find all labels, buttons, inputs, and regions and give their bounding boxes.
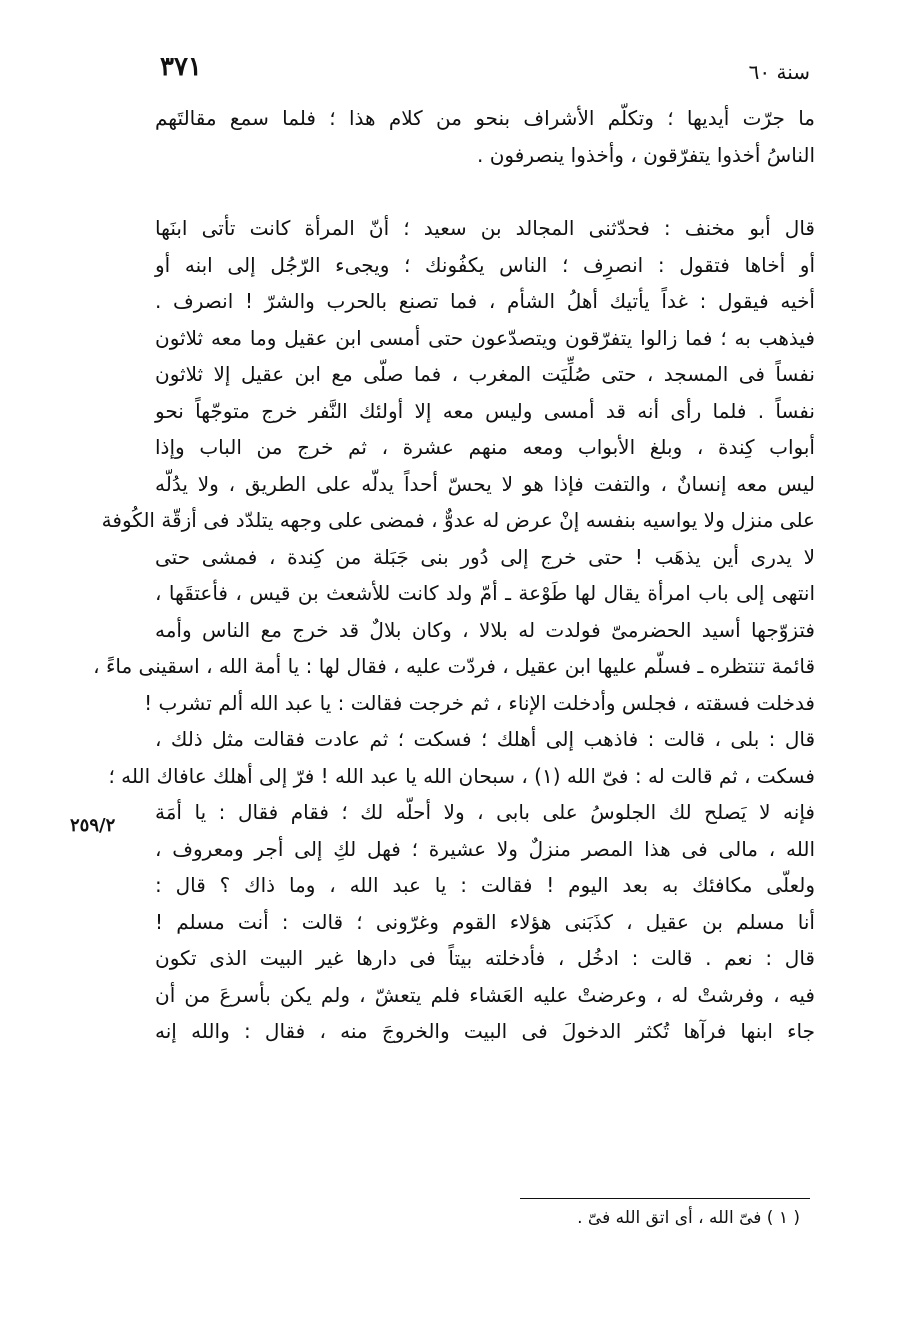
text-line: فسكت ، ثم قالت له : فىّ الله (١) ، سبحان الله يا عبد الله ! فرّ إلى أهلك عافاك الله ؛ [108,763,815,788]
text-line: قال أبو مخنف : فحدّثنى المجالد بن سعيد ؛ أنّ المرأة كانت تأتى ابنَها [155,216,815,240]
page-header [160,52,810,92]
text-line: ليس معه إنسانٌ ، والتفت فإذا هو لا يحسّ أحداً يدلّه على الطريق ، ولا يدُلّه [155,471,815,496]
running-head-year: سنة ٦٠ [748,60,810,84]
footnote: ( ١ ) فىّ الله ، أى اتق الله فىّ . [577,1208,800,1228]
text-line: نفساً فى المسجد ، حتى صُلِّيَت المغرب ، فما صلّى مع ابن عقيل إلا ثلاثون [155,362,815,386]
text-line: أو أخاها فتقول : انصرِف ؛ الناس يكفُونك ؛ ويجىء الرّجُل إلى ابنه أو [155,252,815,277]
text-line: فيذهب به ؛ فما زالوا يتفرّقون ويتصدّعون حتى أمسى ابن عقيل وما معه ثلاثون [155,325,815,350]
text-line: قائمة تنتظره ـ فسلّم عليها ابن عقيل ، فردّت عليه ، فقال لها : يا أمة الله ، اسقينى ماءً ، [93,654,815,678]
text-line: قال : نعم . قالت : ادخُل ، فأدخلته بيتاً فى دارها غير البيت الذى تكون [155,946,815,970]
text-line: فإنه لا يَصلح لك الجلوسُ على بابى ، ولا أحلّه لك ؛ فقام فقال : يا أمَة [155,800,815,824]
paragraph-1 [155,100,815,173]
text-line: جاء ابنها فرآها تُكثر الدخولَ فى البيت والخروجَ منه ، فقال : والله إنه [155,1019,815,1043]
text-line: أبواب كِندة ، وبلغ الأبواب ومعه منهم عشرة ، ثم خرج من الباب وإذا [155,435,815,459]
text-line: أنا مسلم بن عقيل ، كذَبَنى هؤلاء القوم وغرّونى ؛ قالت : أنت مسلم ! [155,909,815,934]
margin-reference: ٢٥٩/٢ [70,815,116,836]
text-line: الناسُ أخذوا يتفرّقون ، وأخذوا ينصرفون . [477,142,815,167]
text-line: لا يدرى أين يذهَب ! حتى خرج إلى دُور بنى جَبَلة من كِندة ، فمشى حتى [155,544,815,569]
text-line: نفساً . فلما رأى أنه قد أمسى وليس معه إلا أولئك النَّفر خرج متوجّهاً نحو [155,398,815,423]
text-line: انتهى إلى باب امرأة يقال لها طَوْعة ـ أمّ ولد كانت للأشعث بن قيس ، فأعتقَها ، [155,581,815,605]
text-line: أخيه فيقول : غداً يأتيك أهلُ الشأم ، فما تصنع بالحرب والشرّ ! انصرف . [155,289,815,313]
text-line: ما جرّت أيديها ؛ وتكلّم الأشراف بنحو من كلام هذا ؛ فلما سمع مقالتَهم [155,106,815,130]
text-line: ولعلّى مكافئك به بعد اليوم ! فقالت : يا عبد الله ، وما ذاك ؟ قال : [155,873,815,897]
text-line: فتزوّجها أسيد الحضرمىّ فولدت له بلالا ، وكان بلالٌ قد خرج مع الناس وأمه [155,617,815,642]
text-line: الله ، مالى فى هذا المصر منزلٌ ولا عشيرة ؛ فهل لكِ إلى أجر ومعروف ، [155,836,815,861]
page-number: ٣٧١ [160,52,202,82]
text-line: فيه ، وفرشتْ له ، وعرضتْ عليه العَشاء فلم يتعشّ ، ولم يكن بأسرعَ من أن [155,982,815,1007]
text-line: على منزل ولا يواسيه بنفسه إنْ عرض له عدوٌّ ، فمضى على وجهه يتلدّد فى أزقّة الكُوفة [101,508,815,532]
text-line: قال : بلى ، قالت : فاذهب إلى أهلك ؛ فسكت ؛ ثم عادت فقالت مثل ذلك ، [155,727,815,751]
text-line: فدخلت فسقته ، فجلس وأدخلت الإناء ، ثم خرجت فقالت : يا عبد الله ألم تشرب ! [144,690,815,715]
footnote-divider [520,1198,810,1199]
